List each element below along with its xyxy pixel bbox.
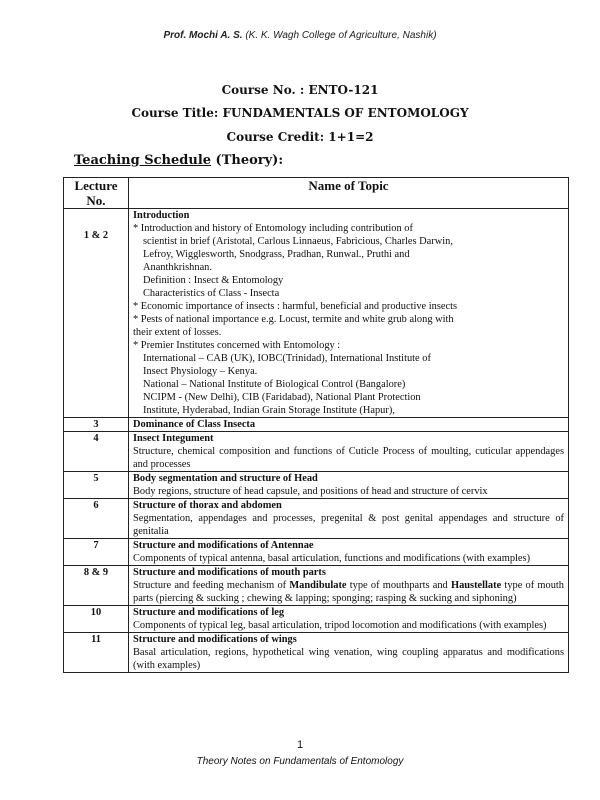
- lecture-number: 7: [64, 539, 129, 566]
- topic-bold-a: Mandibulate: [289, 580, 347, 591]
- topic-bold-b: Haustellate: [450, 580, 502, 591]
- topic-line: National – National Institute of Biological Control (Bangalore): [143, 379, 406, 390]
- topic-line: International – CAB (UK), IOBC(Trinidad), International Institute of: [143, 353, 431, 364]
- lecture-number: 6: [64, 499, 129, 539]
- topic-description-b: type of mouthparts and: [346, 580, 451, 591]
- topic-title: Structure and modifications of wings: [133, 634, 297, 645]
- topic-line: Institute, Hyderabad, Indian Grain Storage Institute (Hapur),: [143, 405, 395, 416]
- topic-title: Insect Integument: [133, 433, 214, 444]
- lecture-number: 8 & 9: [64, 566, 129, 606]
- lecture-number: 3: [64, 418, 129, 432]
- course-title: Course Title: FUNDAMENTALS OF ENTOMOLOGY: [131, 106, 469, 120]
- topic-line: Lefroy, Wigglesworth, Snodgrass, Pradhan, Runwal., Pruthi and: [143, 249, 410, 260]
- lecture-number: 5: [64, 472, 129, 499]
- topic-description: Segmentation, appendages and processes, pregenital & post genital appendages and structure of genitalia: [133, 513, 564, 537]
- table-row: [64, 633, 569, 673]
- topic-title: Structure and modifications of leg: [133, 607, 285, 618]
- table-row: [64, 432, 569, 472]
- topic-line: * Introduction and history of Entomology including contribution of: [133, 223, 413, 234]
- topic-line: * Economic importance of insects : harmful, beneficial and productive insects: [133, 301, 458, 312]
- topic-line: Definition : Insect & Entomology: [143, 275, 284, 286]
- topic-cell: [129, 633, 569, 673]
- topic-cell: [129, 472, 569, 499]
- header-author: Prof. Mochi A. S.: [163, 30, 243, 41]
- topic-cell: [129, 418, 569, 432]
- topic-description: Structure, chemical composition and functions of Cuticle Process of moulting, cuticular appendages and processes: [133, 446, 564, 470]
- topic-line: * Pests of national importance e.g. Locust, termite and white grub along with: [133, 314, 454, 325]
- lecture-number: 10: [64, 606, 129, 633]
- topic-description: Components of typical leg, basal articulation, tripod locomotion and modifications (with examples): [133, 620, 547, 631]
- topic-line: NCIPM - (New Delhi), CIB (Faridabad), National Plant Protection: [143, 392, 421, 403]
- page-header: [0, 30, 600, 41]
- topic-cell: [129, 432, 569, 472]
- table-row: [64, 472, 569, 499]
- topic-title: Structure of thorax and abdomen: [133, 500, 282, 511]
- lecture-number: 4: [64, 432, 129, 472]
- topic-description-a: Structure and feeding mechanism of: [133, 580, 290, 591]
- topic-cell: [129, 209, 569, 418]
- lecture-number: 11: [64, 633, 129, 673]
- topic-title: Body segmentation and structure of Head: [133, 473, 318, 484]
- table-row: [64, 606, 569, 633]
- header-institution: (K. K. Wagh College of Agriculture, Nashik): [245, 30, 437, 41]
- topic-description: Components of typical antenna, basal articulation, functions and modifications (with examples): [133, 553, 531, 564]
- topic-title: Dominance of Class Insecta: [133, 419, 256, 430]
- topic-cell: [129, 539, 569, 566]
- table-row: [64, 209, 569, 418]
- topic-title: Structure and modifications of Antennae: [133, 540, 314, 551]
- schedule-heading: [74, 153, 283, 168]
- schedule-heading-text: Teaching Schedule: [74, 153, 212, 168]
- topic-title: Introduction: [133, 210, 190, 221]
- topic-title: Structure and modifications of mouth parts: [133, 567, 326, 578]
- topic-cell: [129, 566, 569, 606]
- topic-line: their extent of losses.: [133, 327, 222, 338]
- topic-line: Insect Physiology – Kenya.: [143, 366, 258, 377]
- topic-cell: [129, 606, 569, 633]
- table-row: [64, 539, 569, 566]
- table-row: [64, 566, 569, 606]
- table-row: [64, 499, 569, 539]
- topic-description: Body regions, structure of head capsule, and positions of head and structure of cervix: [133, 486, 488, 497]
- course-credit: Course Credit: 1+1=2: [226, 130, 374, 144]
- course-number: Course No. : ENTO-121: [221, 83, 379, 97]
- topic-line: Ananthkrishnan.: [143, 262, 212, 273]
- topic-description-c: type of mouth parts (piercing & sucking ; chewing & lapping; sponging; rasping & sucking and siphoning): [133, 580, 564, 604]
- table-row: [64, 418, 569, 432]
- table-header-row: [64, 178, 569, 209]
- page-footer: Theory Notes on Fundamentals of Entomology: [196, 756, 404, 767]
- schedule-table: [63, 177, 569, 673]
- col-header-topic: Name of Topic: [129, 178, 569, 209]
- topic-cell: [129, 499, 569, 539]
- topic-line: Characteristics of Class - Insecta: [143, 288, 280, 299]
- schedule-heading-suffix: (Theory):: [211, 153, 284, 168]
- topic-description: Basal articulation, regions, hypothetical wing venation, wing coupling apparatus and modifications (with examples): [133, 647, 564, 671]
- page-number: 1: [296, 739, 304, 751]
- col-header-lecture: Lecture No.: [64, 178, 129, 209]
- topic-line: scientist in brief (Aristotal, Carlous Linnaeus, Fabricious, Charles Darwin,: [143, 236, 453, 247]
- lecture-number: 1 & 2: [64, 209, 129, 418]
- topic-line: * Premier Institutes concerned with Entomology :: [133, 340, 341, 351]
